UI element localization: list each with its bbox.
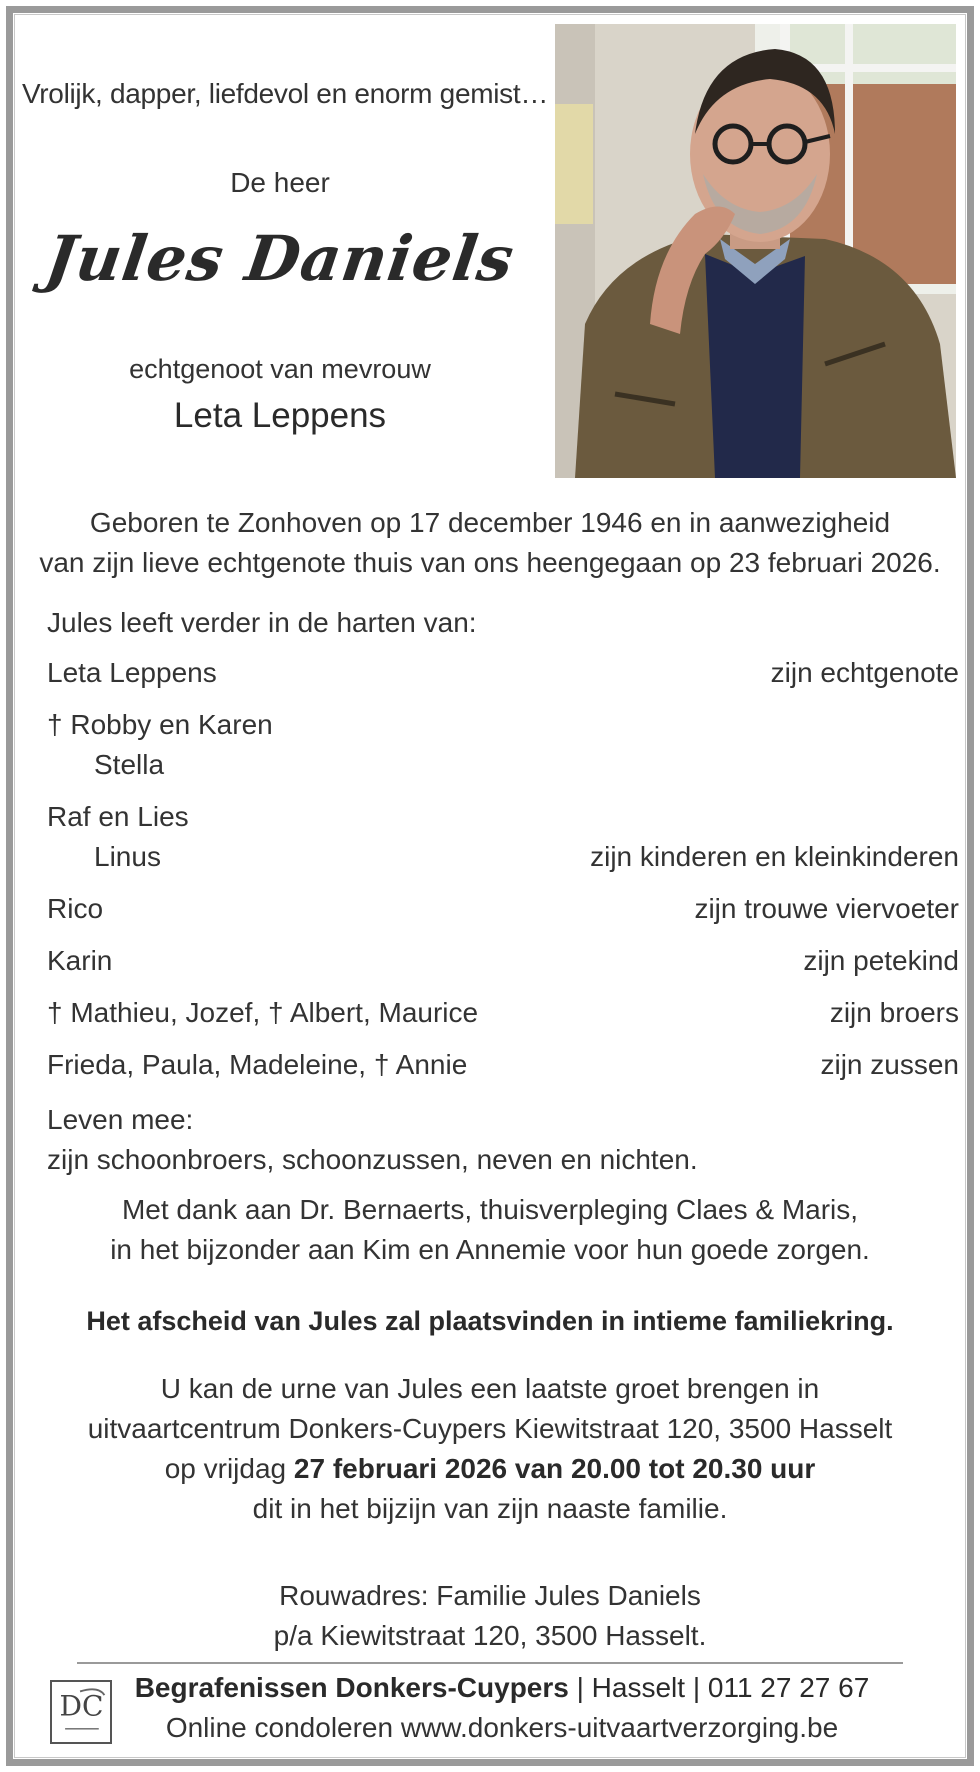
urne-line-4: dit in het bijzijn van zijn naaste familie.	[252, 1493, 728, 1524]
family-row	[47, 945, 959, 985]
urne-line-3-prefix: op vrijdag	[164, 1453, 294, 1484]
farewell-notice: Het afscheid van Jules zal plaatsvinden in intieme familiekring.	[86, 1306, 894, 1336]
leven-mee-text: zijn schoonbroers, schoonzussen, neven en nichten.	[47, 1144, 698, 1175]
family-row-relation: zijn kinderen en kleinkinderen	[590, 841, 959, 872]
urne-paragraph	[30, 1369, 950, 1529]
birth-line-1: Geboren te Zonhoven op 17 december 1946 en in aanwezigheid	[89, 507, 891, 538]
family-row	[47, 1049, 959, 1089]
family-row-name: Rico	[47, 893, 104, 924]
thanks-paragraph	[30, 1190, 950, 1270]
urne-line-2: uitvaartcentrum Donkers-Cuypers Kiewitstraat 120, 3500 Hasselt	[87, 1413, 893, 1444]
family-row-name: Frieda, Paula, Madeleine, † Annie	[47, 1049, 468, 1080]
address-line-1: Rouwadres: Familie Jules Daniels	[279, 1580, 701, 1611]
birth-paragraph	[30, 503, 950, 583]
urne-line-1: U kan de urne van Jules een laatste groet brengen in	[160, 1373, 820, 1404]
company-contact: | Hasselt | 011 27 27 67	[568, 1672, 870, 1703]
family-row	[47, 657, 959, 697]
footer-divider	[77, 1662, 903, 1664]
logo-letters: DC	[59, 1689, 104, 1723]
family-row-name: Leta Leppens	[47, 657, 217, 688]
address-line-2: p/a Kiewitstraat 120, 3500 Hasselt.	[273, 1620, 707, 1651]
family-row-name: Karin	[47, 945, 113, 976]
mourning-address	[30, 1576, 950, 1656]
family-row	[47, 997, 959, 1037]
thanks-line-1: Met dank aan Dr. Bernaerts, thuisverpleging Claes & Maris,	[121, 1194, 859, 1225]
family-row-name: † Robby en Karen	[47, 709, 273, 740]
family-row-name: Raf en Lies	[47, 801, 189, 832]
family-row	[47, 893, 959, 933]
family-intro: Jules leeft verder in de harten van:	[47, 607, 477, 638]
birth-line-2: van zijn lieve echtgenote thuis van ons heengegaan op 23 februari 2026.	[39, 547, 941, 578]
family-row-name: † Mathieu, Jozef, † Albert, Maurice	[47, 997, 479, 1028]
family-row-relation: zijn broers	[829, 997, 959, 1028]
tagline: Vrolijk, dapper, liefdevol en enorm gemist…	[21, 78, 549, 109]
footer-online-link[interactable]: Online condoleren www.donkers-uitvaartverzorging.be	[165, 1712, 839, 1743]
title-prefix: De heer	[230, 167, 330, 198]
leven-mee-label: Leven mee:	[47, 1104, 194, 1135]
footer-company-line	[132, 1672, 872, 1704]
deceased-name: Jules Daniels	[41, 222, 519, 295]
urne-line-3	[30, 1449, 950, 1489]
family-row-relation: zijn zussen	[820, 1049, 959, 1080]
family-row-relation: zijn petekind	[803, 945, 959, 976]
spouse-label: echtgenoot van mevrouw	[129, 354, 431, 384]
leven-mee-block	[47, 1100, 698, 1180]
portrait-photo	[555, 24, 956, 478]
family-row-relation: zijn trouwe viervoeter	[694, 893, 959, 924]
funeral-home-logo	[50, 1680, 112, 1744]
family-row-name: Stella	[94, 749, 165, 780]
family-row	[47, 801, 959, 841]
urne-datetime: 27 februari 2026 van 20.00 tot 20.30 uur	[293, 1453, 816, 1484]
family-row	[47, 749, 959, 789]
company-name: Begrafenissen Donkers-Cuypers	[134, 1672, 569, 1703]
family-row	[47, 709, 959, 749]
thanks-line-2: in het bijzonder aan Kim en Annemie voor hun goede zorgen.	[110, 1234, 870, 1265]
family-row-name: Linus	[94, 841, 161, 872]
family-row	[47, 841, 959, 881]
family-row-relation: zijn echtgenote	[770, 657, 959, 688]
spouse-name: Leta Leppens	[173, 396, 387, 435]
